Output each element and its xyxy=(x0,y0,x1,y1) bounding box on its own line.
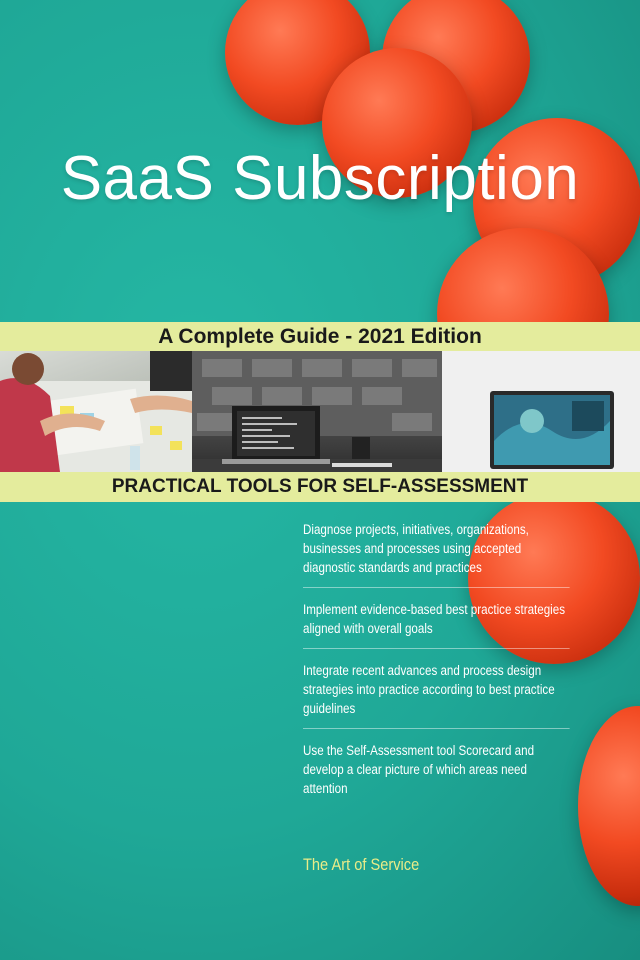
book-title: SaaS Subscription xyxy=(60,144,580,213)
team-meeting-photo xyxy=(0,351,192,472)
feature-item: Use the Self-Assessment tool Scorecard and develop a clear picture of which areas need attention xyxy=(303,743,535,796)
feature-item: Integrate recent advances and process design strategies into practice according to best practice guidelines xyxy=(303,661,570,729)
feature-list xyxy=(303,520,578,820)
monitor-photo xyxy=(442,351,640,472)
feature-item: Diagnose projects, initiatives, organizations, businesses and processes using accepted diagnostic standards and practices xyxy=(303,520,570,588)
tagline-band: PRACTICAL TOOLS FOR SELF-ASSESSMENT xyxy=(0,472,640,502)
orange-bubble-decoration xyxy=(578,706,640,906)
feature-item: Implement evidence-based best practice strategies aligned with overall goals xyxy=(303,600,570,649)
publisher-name: The Art of Service xyxy=(303,855,420,874)
photo-strip xyxy=(0,351,640,472)
laptop-on-desk-photo xyxy=(192,351,442,472)
subtitle-band: A Complete Guide - 2021 Edition xyxy=(0,322,640,351)
